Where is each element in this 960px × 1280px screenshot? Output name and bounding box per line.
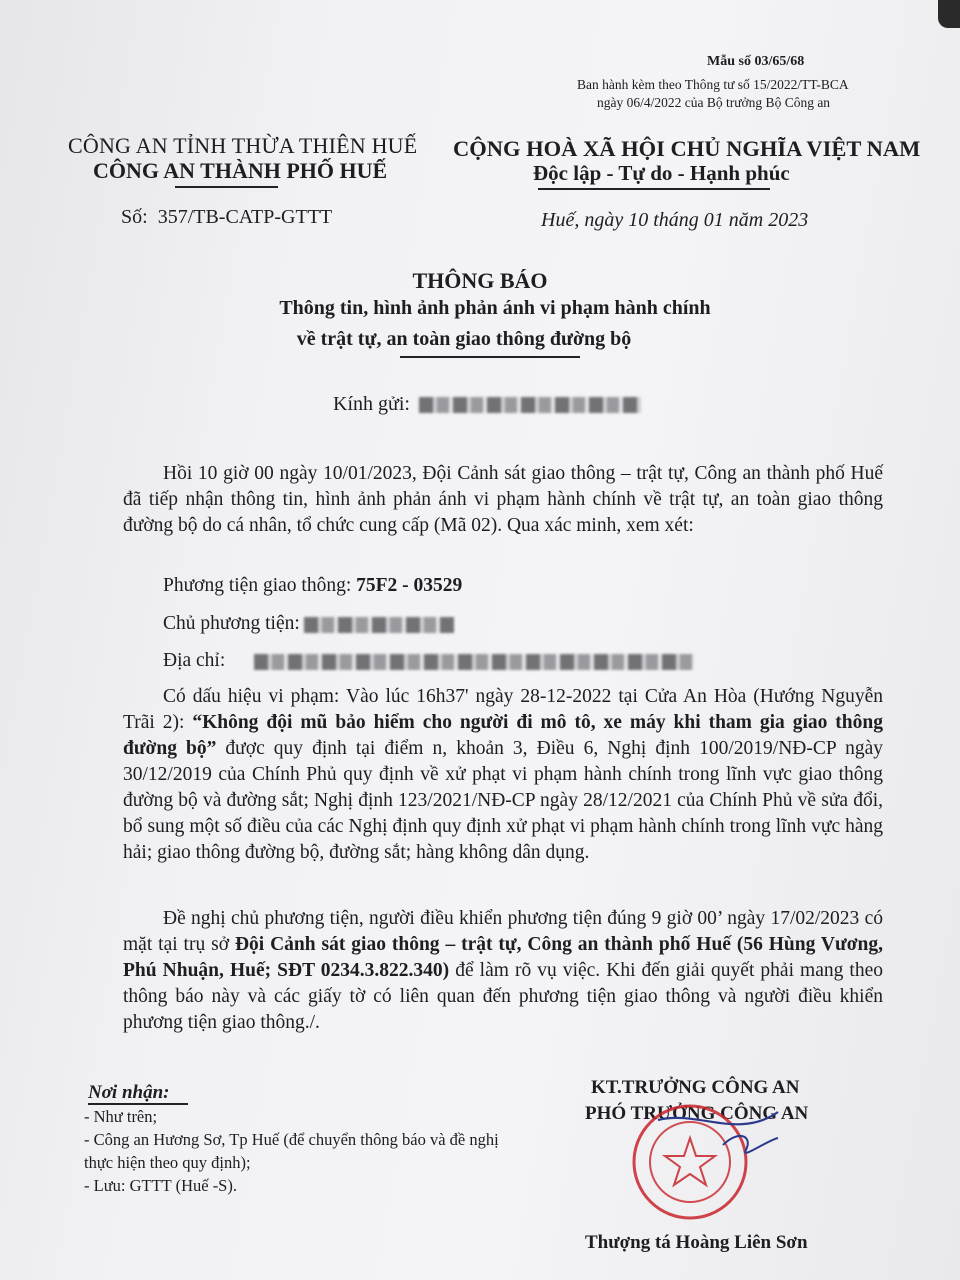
receiver-item: - Lưu: GTTT (Huế -S). bbox=[84, 1176, 237, 1195]
owner-label: Chủ phương tiện: bbox=[163, 613, 300, 634]
signer-name: Thượng tá Hoàng Liên Sơn bbox=[585, 1232, 808, 1253]
official-seal-icon bbox=[628, 1100, 788, 1225]
paragraph-request bbox=[123, 906, 883, 1036]
signature-title-2: PHÓ TRƯỞNG CÔNG AN bbox=[585, 1103, 809, 1124]
address-field bbox=[163, 650, 694, 672]
violation-description: “Không đội mũ bảo hiểm cho người đi mô tô, xe máy khi tham gia giao thông đường bộ” bbox=[123, 712, 883, 759]
violation-text-b: được quy định tại điểm n, khoản 3, Điều 6, Nghị định 100/2019/NĐ-CP ngày 30/12/2019 của Chính Phủ quy định về xử phạt vi phạm hành chính trong lĩnh vực giao thông đường bộ và đường sắt; Nghị định 123/2021/NĐ-CP ngày 28/12/2021 của Chính Phủ về sửa đổi, bổ sung một số điều của các Nghị định quy định xử phạt vi phạm hành chính trong lĩnh vực hàng hải; giao thông đường bộ, đường sắt; hàng không dân dụng. bbox=[123, 738, 883, 863]
notice-subtitle-2: về trật tự, an toàn giao thông đường bộ bbox=[296, 328, 632, 350]
form-issued-line-2: ngày 06/4/2022 của Bộ trưởng Bộ Công an bbox=[597, 95, 831, 110]
paragraph-violation bbox=[123, 684, 883, 866]
document-number-label: Số: bbox=[121, 206, 148, 228]
address-label: Địa chỉ: bbox=[163, 650, 226, 671]
receivers-list bbox=[84, 1105, 514, 1197]
notice-title: THÔNG BÁO bbox=[412, 268, 548, 293]
nation-name: CỘNG HOÀ XÃ HỘI CHỦ NGHĨA VIỆT NAM bbox=[453, 136, 921, 161]
receiver-item: - Công an Hương Sơ, Tp Huế (để chuyển thông báo và đề nghị thực hiện theo quy định); bbox=[84, 1130, 499, 1172]
redacted-address bbox=[254, 654, 694, 670]
redacted-recipient bbox=[419, 397, 641, 413]
violation-text-a: Có dấu hiệu vi phạm: Vào lúc 16h37' ngày 28-12-2022 tại Cửa An Hòa (Hướng Nguyễn Trãi 2): bbox=[123, 686, 883, 733]
notice-subtitle-1: Thông tin, hình ảnh phản ánh vi phạm hành chính bbox=[279, 297, 711, 319]
signature-title-1: KT.TRƯỞNG CÔNG AN bbox=[591, 1077, 800, 1098]
paragraph-intro: Hồi 10 giờ 00 ngày 10/01/2023, Đội Cảnh sát giao thông – trật tự, Công an thành phố Huế đã tiếp nhận thông tin, hình ảnh phản ánh vi phạm hành chính về trật tự, an toàn giao thông đường bộ do cá nhân, tổ chức cung cấp (Mã 02). Qua xác minh, xem xét: bbox=[123, 463, 883, 536]
request-office: Đội Cảnh sát giao thông – trật tự, Công an thành phố Huế (56 Hùng Vương, Phú Nhuận, Huế; SĐT 0234.3.822.340) bbox=[123, 934, 883, 981]
nation-motto: Độc lập - Tự do - Hạnh phúc bbox=[533, 161, 790, 185]
motto-underline bbox=[538, 188, 770, 190]
background-corner bbox=[938, 0, 960, 28]
recipient-line bbox=[333, 393, 641, 416]
form-issued-line-1: Ban hành kèm theo Thông tư số 15/2022/TT-BCA bbox=[577, 77, 849, 92]
vehicle-label: Phương tiện giao thông: bbox=[163, 575, 352, 596]
document-number-value: 357/TB-CATP-GTTT bbox=[157, 206, 333, 228]
recipient-label: Kính gửi: bbox=[333, 393, 410, 415]
vehicle-field bbox=[163, 575, 462, 597]
agency-underline bbox=[175, 186, 278, 188]
issue-date: Huế, ngày 10 tháng 01 năm 2023 bbox=[541, 209, 809, 231]
owner-field bbox=[163, 613, 454, 635]
receiver-item: - Như trên; bbox=[84, 1107, 158, 1126]
document-number bbox=[121, 206, 332, 229]
request-text-a: Đề nghị chủ phương tiện, người điều khiển phương tiện đúng 9 giờ 00’ ngày 17/02/2023 có mặt tại trụ sở bbox=[123, 908, 883, 955]
vehicle-plate: 75F2 - 03529 bbox=[356, 575, 463, 596]
receivers-title: Nơi nhận: bbox=[88, 1082, 170, 1103]
redacted-owner bbox=[304, 617, 454, 633]
request-text-b: để làm rõ vụ việc. Khi đến giải quyết phải mang theo thông báo này và các giấy tờ có liên quan đến phương tiện giao thông và người điều khiển phương tiện giao thông./. bbox=[123, 960, 883, 1033]
title-underline bbox=[400, 356, 580, 358]
form-number: Mẫu số 03/65/68 bbox=[707, 54, 805, 69]
agency-parent: CÔNG AN TỈNH THỪA THIÊN HUẾ bbox=[68, 133, 418, 158]
agency-name: CÔNG AN THÀNH PHỐ HUẾ bbox=[93, 158, 388, 183]
